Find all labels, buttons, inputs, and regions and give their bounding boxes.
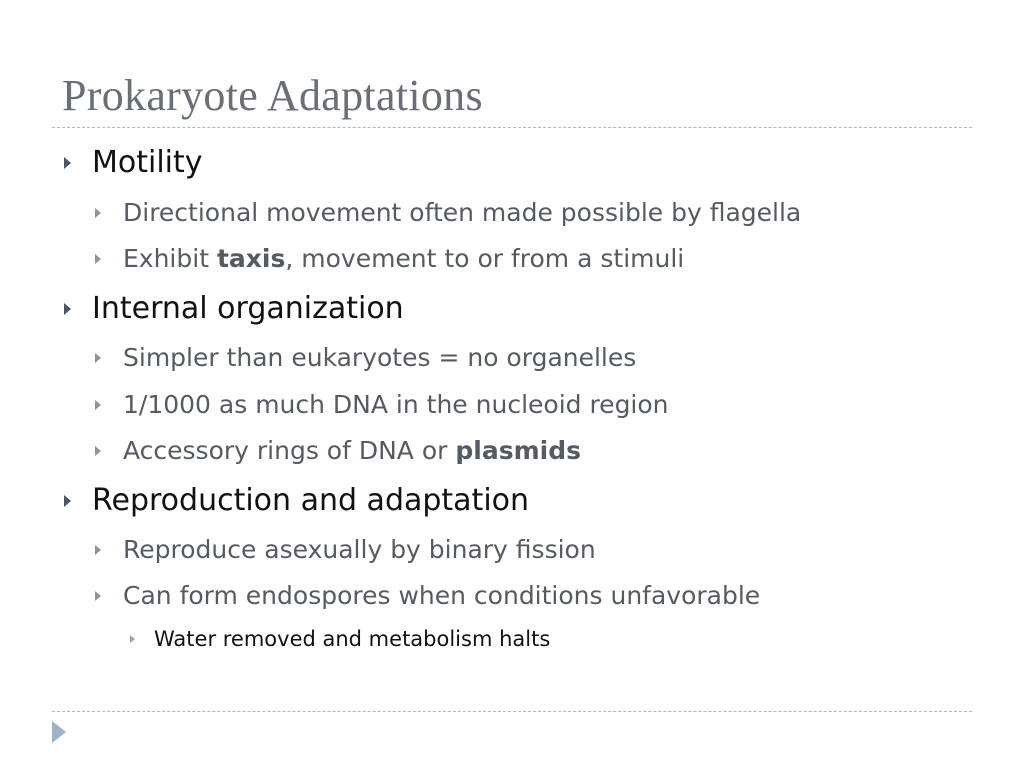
bullet-text: Internal organization bbox=[92, 291, 404, 326]
triangle-right-icon bbox=[95, 446, 101, 456]
bullet-endospores bbox=[95, 581, 760, 610]
bullet-reproduction bbox=[64, 483, 529, 518]
bullet-text: Motility bbox=[92, 145, 203, 180]
bullet-water-removed bbox=[130, 627, 550, 651]
bullet-internal-organization bbox=[64, 291, 404, 326]
bullet-text: Can form endospores when conditions unfavorable bbox=[123, 581, 761, 610]
triangle-right-icon bbox=[95, 254, 101, 264]
bullet-motility bbox=[64, 145, 203, 180]
slide-title: Prokaryote Adaptations bbox=[62, 71, 483, 120]
bullet-text: 1/1000 as much DNA in the nucleoid region bbox=[123, 390, 669, 419]
bullet-text: Reproduce asexually by binary fission bbox=[123, 535, 596, 564]
bullet-text-suffix: , movement to or from a stimuli bbox=[285, 244, 685, 273]
bullet-text-prefix: Accessory rings of DNA or bbox=[123, 436, 456, 465]
bullet-nucleoid bbox=[95, 390, 669, 419]
bullet-organelles bbox=[95, 343, 636, 372]
triangle-right-icon bbox=[95, 353, 101, 363]
bullet-text: Reproduction and adaptation bbox=[92, 483, 530, 518]
triangle-right-icon bbox=[95, 545, 101, 555]
footer-divider bbox=[52, 711, 972, 712]
bullet-text bbox=[123, 244, 684, 273]
triangle-right-icon bbox=[64, 303, 71, 315]
triangle-right-icon bbox=[95, 591, 101, 601]
bullet-taxis bbox=[95, 244, 684, 273]
triangle-right-icon bbox=[64, 157, 71, 169]
bullet-text bbox=[123, 436, 581, 465]
bullet-binary-fission bbox=[95, 535, 596, 564]
triangle-right-icon bbox=[64, 495, 71, 507]
triangle-right-icon bbox=[95, 208, 101, 218]
triangle-right-icon bbox=[95, 400, 101, 410]
bullet-text: Directional movement often made possible by flagella bbox=[123, 198, 802, 227]
bullet-flagella bbox=[95, 198, 801, 227]
next-slide-triangle-icon[interactable] bbox=[52, 721, 66, 743]
bullet-text: Simpler than eukaryotes = no organelles bbox=[123, 343, 637, 372]
bullet-plasmids bbox=[95, 436, 581, 465]
bold-term: plasmids bbox=[455, 436, 581, 465]
bullet-text: Water removed and metabolism halts bbox=[154, 627, 551, 651]
bullet-text-prefix: Exhibit bbox=[123, 244, 217, 273]
triangle-right-icon bbox=[130, 635, 135, 643]
bold-term: taxis bbox=[216, 244, 286, 273]
